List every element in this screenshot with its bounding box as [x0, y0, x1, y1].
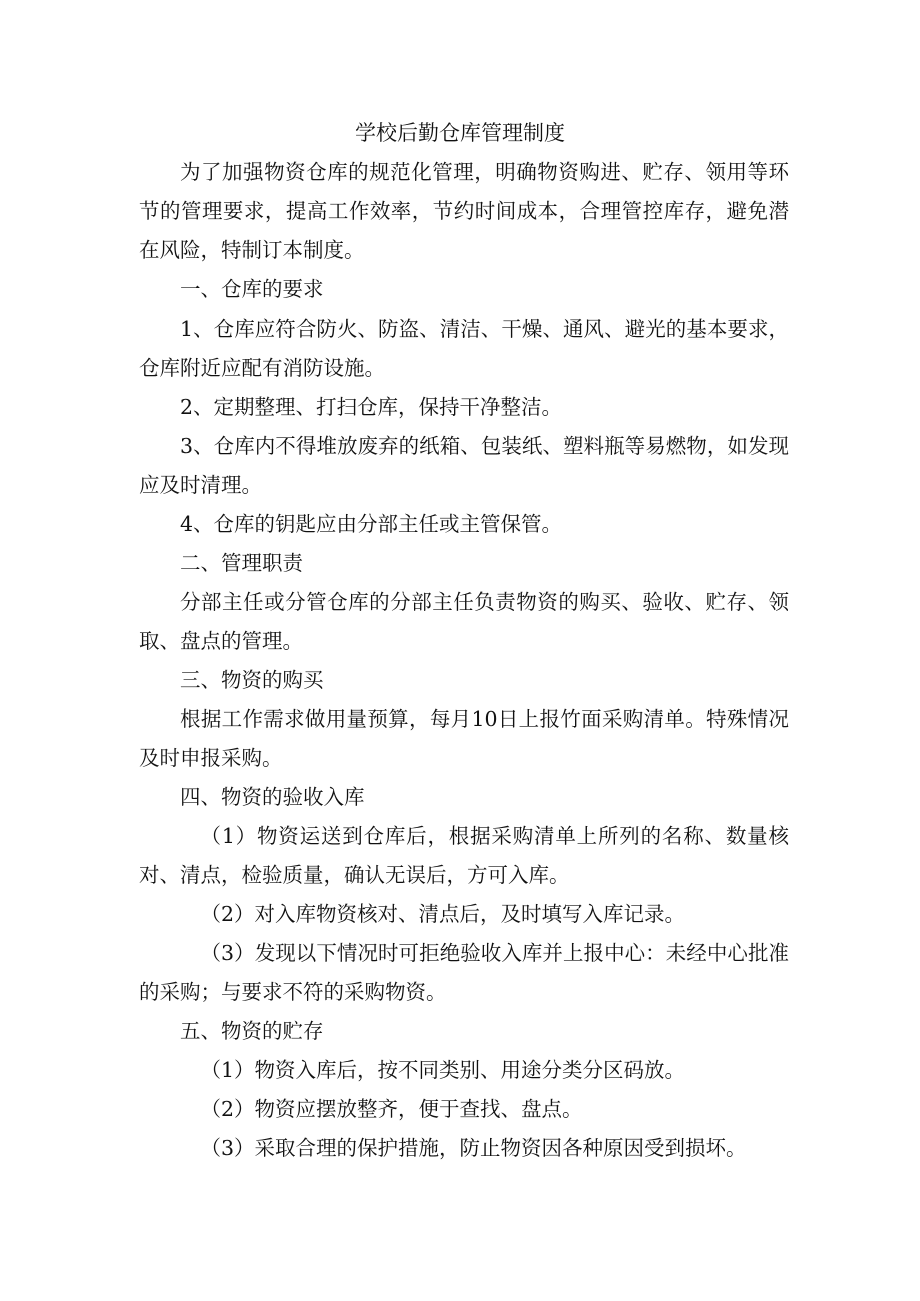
section-3-heading: 三、物资的购买: [180, 668, 324, 692]
section-5-item-3: （3）采取合理的保护措施，防止物资因各种原因受到损坏。: [200, 1136, 747, 1160]
section-4-item-1: （1）物资运送到仓库后，根据采购清单上所列的名称、数量核对、清点，检验质量，确认无误后，方可入库。: [139, 824, 789, 887]
section-5-item-1: （1）物资入库后，按不同类别、用途分类分区码放。: [200, 1058, 686, 1082]
section-5-heading: 五、物资的贮存: [180, 1019, 324, 1043]
section-1-item-3: 3、仓库内不得堆放废弃的纸箱、包装纸、塑料瓶等易燃物，如发现应及时清理。: [139, 434, 789, 497]
section-4-heading: 四、物资的验收入库: [180, 785, 365, 809]
section-1-item-1: 1、仓库应符合防火、防盗、清洁、干燥、通风、避光的基本要求，仓库附近应配有消防设施。: [139, 317, 789, 380]
document-title: 学校后勤仓库管理制度: [355, 121, 565, 145]
section-1-item-2: 2、定期整理、打扫仓库，保持干净整洁。: [180, 395, 563, 419]
section-2-heading: 二、管理职责: [180, 551, 303, 575]
section-4-item-2: （2）对入库物资核对、清点后，及时填写入库记录。: [200, 902, 686, 926]
section-1-heading: 一、仓库的要求: [180, 277, 324, 301]
section-3-body: 根据工作需求做用量预算，每月10日上报竹面采购清单。特殊情况及时申报采购。: [139, 707, 789, 770]
section-5-item-2: （2）物资应摆放整齐，便于查找、盘点。: [200, 1097, 583, 1121]
section-4-item-3: （3）发现以下情况时可拒绝验收入库并上报中心：未经中心批准的采购；与要求不符的采购物资。: [139, 941, 789, 1004]
section-2-body: 分部主任或分管仓库的分部主任负责物资的购买、验收、贮存、领取、盘点的管理。: [139, 590, 789, 653]
intro-paragraph: 为了加强物资仓库的规范化管理，明确物资购进、贮存、领用等环节的管理要求，提高工作效率，节约时间成本，合理管控库存，避免潜在风险，特制订本制度。: [139, 160, 789, 262]
section-1-item-4: 4、仓库的钥匙应由分部主任或主管保管。: [180, 512, 563, 536]
